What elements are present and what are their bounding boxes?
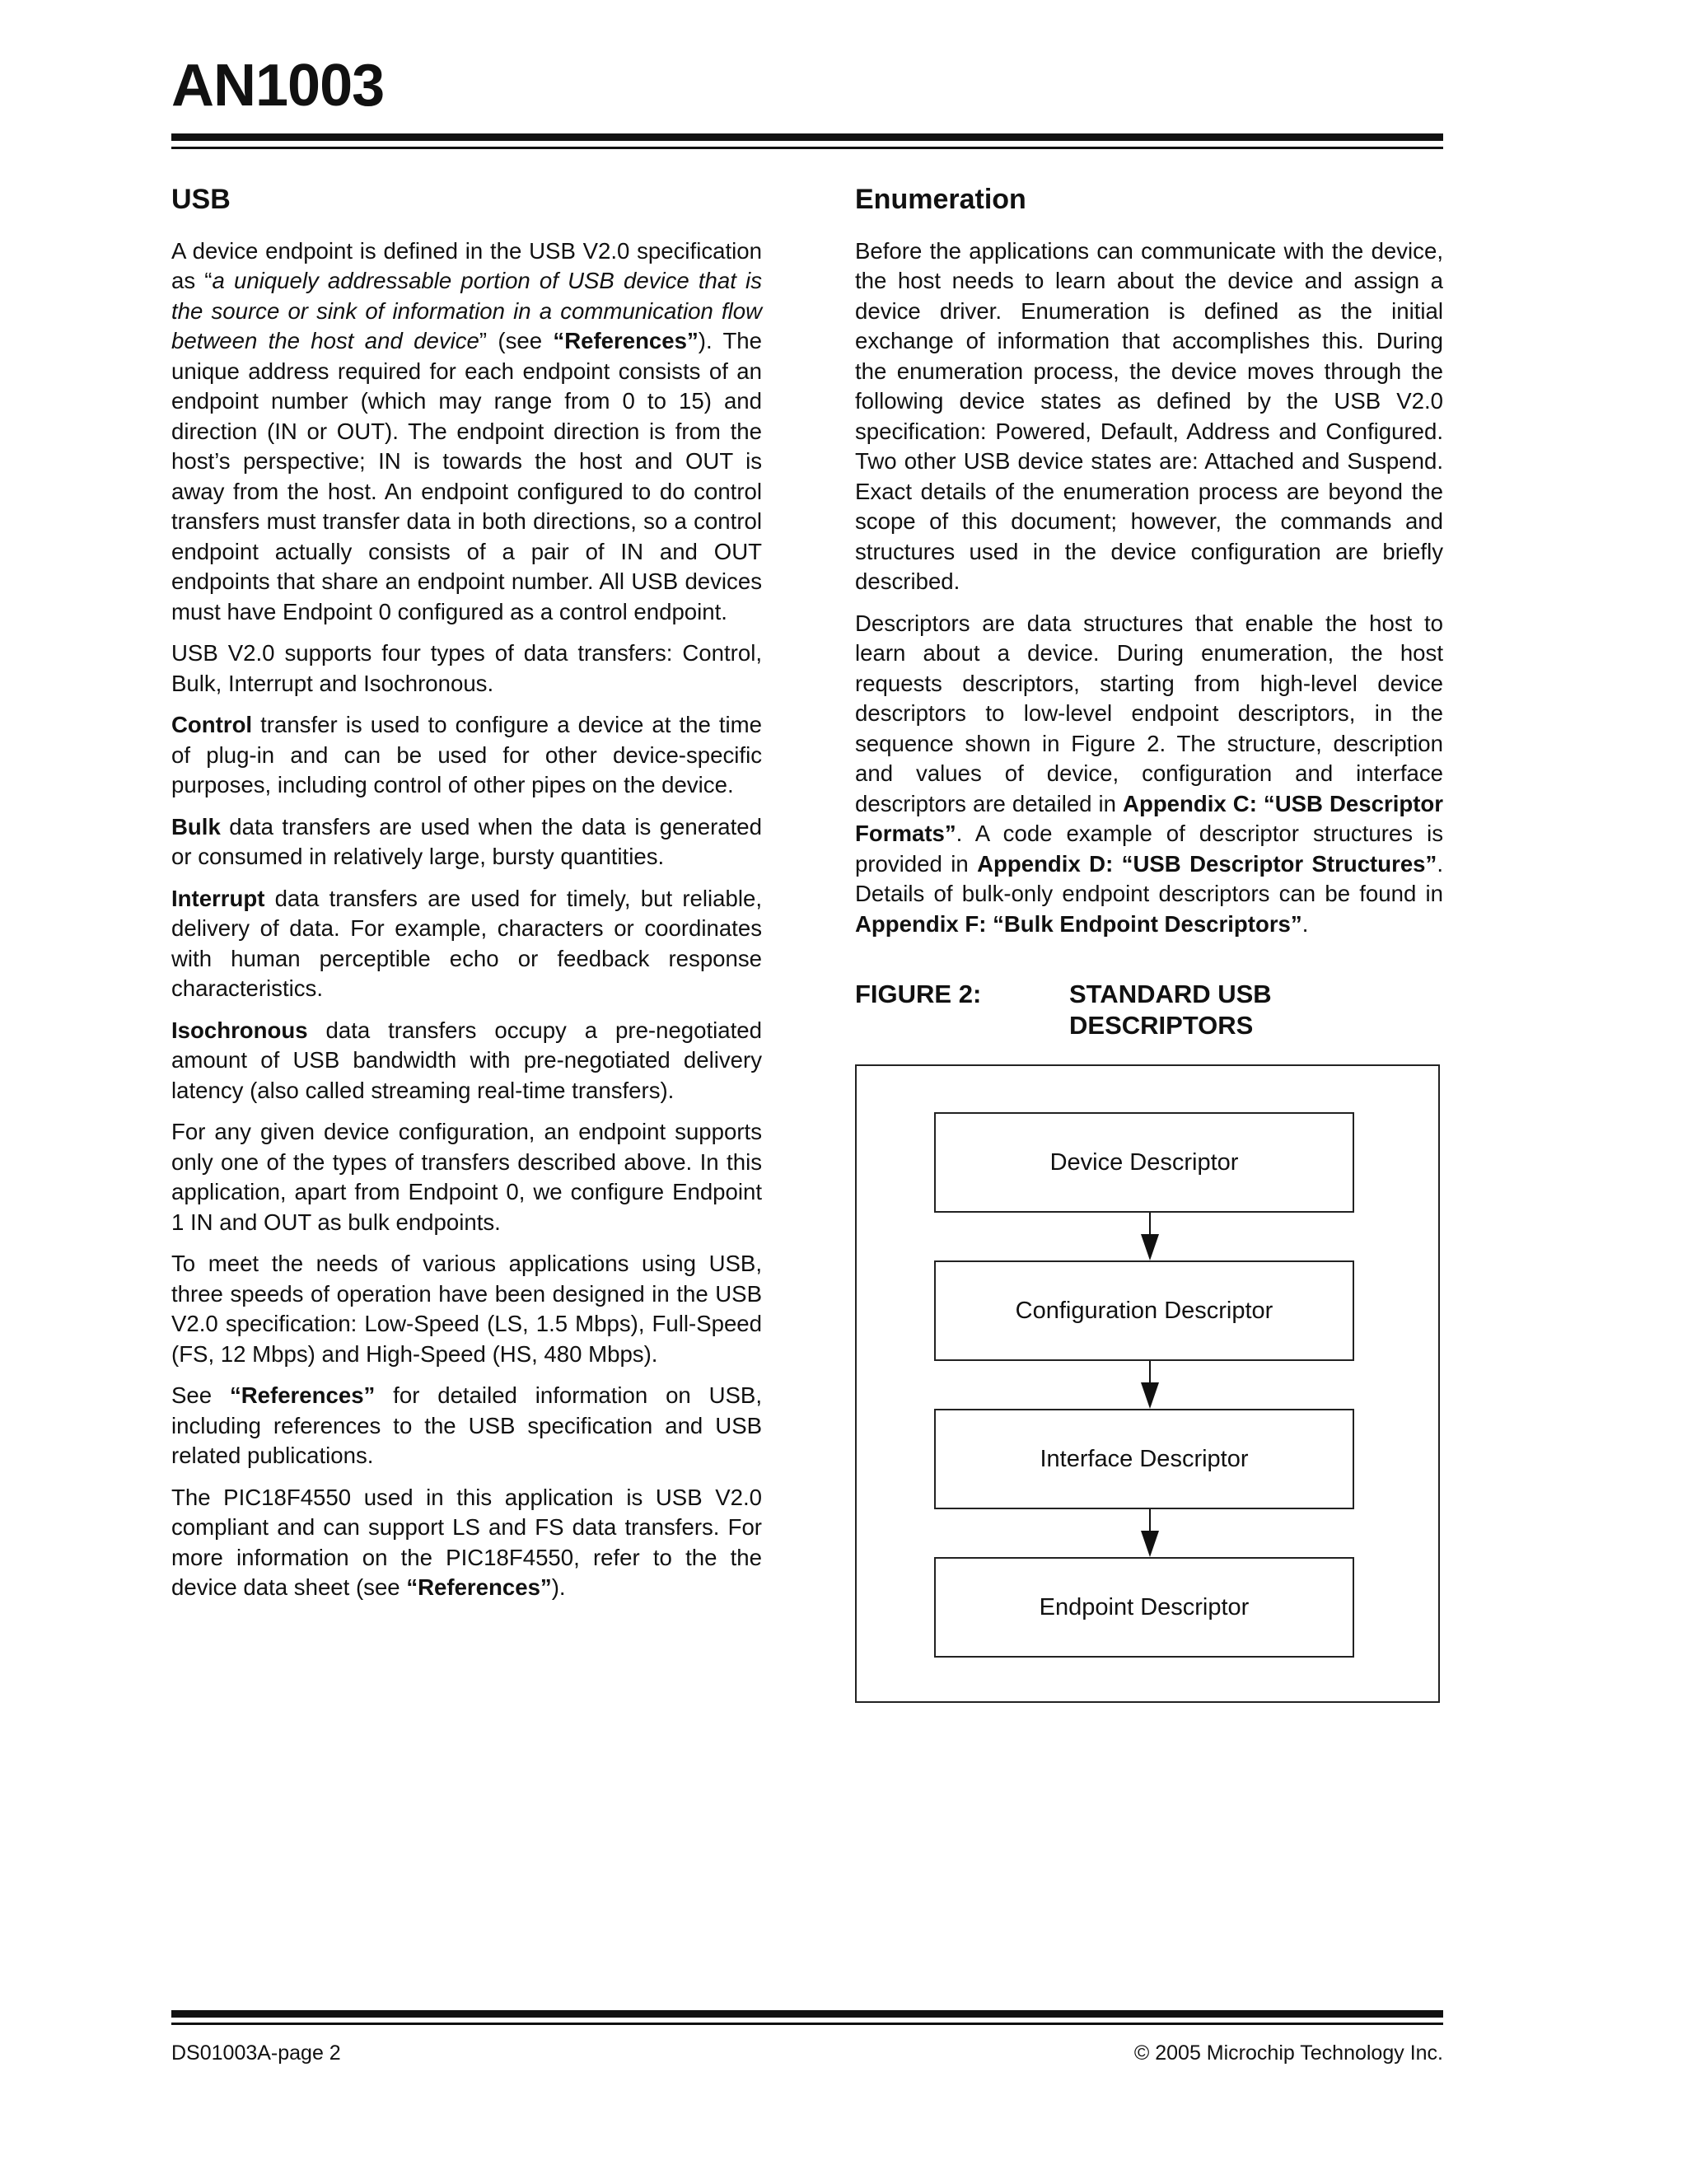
- paragraph-interrupt: Interrupt data transfers are used for timely, but reliable, delivery of data. For example, characters or coordinates with human perceptible echo or feedback response characteristics.: [171, 885, 762, 1002]
- enumeration-heading: Enumeration: [855, 184, 1026, 215]
- appendix-c-link[interactable]: Appendix C: “USB Descriptor Formats”: [855, 790, 1443, 847]
- references-link[interactable]: “References”: [229, 1382, 376, 1409]
- left-column: [171, 183, 762, 1615]
- appendix-d-link[interactable]: Appendix D: “USB Descriptor Structures”: [977, 850, 1437, 877]
- right-column: [855, 183, 1443, 1041]
- document-id: AN1003: [171, 53, 385, 119]
- paragraph-isochronous: Isochronous data transfers occupy a pre-negotiated amount of USB bandwidth with pre-negotiated delivery latency (also called streaming real-time transfers).: [171, 1017, 762, 1103]
- paragraph-transfer-types: USB V2.0 supports four types of data transfers: Control, Bulk, Interrupt and Isochronous.: [171, 640, 762, 696]
- figure-caption: [855, 979, 1443, 1041]
- arrow-down-icon: [1143, 1361, 1157, 1409]
- references-link[interactable]: “References”: [406, 1574, 552, 1601]
- paragraph-enumeration: Before the applications can communicate with the device, the host needs to learn about the device and assign a device driver. Enumeration is defined as the initial exchange of information that accomplishes this. During the enumeration process, the device moves through the following device states as defined by the USB V2.0 specification: Powered, Default, Address and Configured. Two other USB device states are: Attached and Suspend. Exact details of the enumeration process are beyond the scope of this document; however, the commands and structures used in the device configuration are briefly described.: [855, 237, 1443, 595]
- paragraph-descriptors: Descriptors are data structures that enable the host to learn about a device. During enumeration, the host requests descriptors, starting from high-level device descriptors to low-level endpoint descriptors, in the sequence shown in Figure 2. The structure, description and values of device, configuration and interface descriptors are detailed in Appendix C: “USB Descriptor Formats”. A code example of descriptor structures is provided in Appendix D: “USB Descriptor Structures”. Details of bulk-only endpoint descriptors can be found in Appendix F: “Bulk Endpoint Descriptors”.: [855, 610, 1443, 937]
- copyright: © 2005 Microchip Technology Inc.: [1133, 2041, 1443, 2065]
- device-descriptor-box: Device Descriptor: [934, 1112, 1354, 1213]
- arrow-down-icon: [1143, 1509, 1157, 1557]
- header-rule-thick: [171, 133, 1443, 141]
- arrow-down-icon: [1143, 1213, 1157, 1260]
- paragraph-speeds: To meet the needs of various applications using USB, three speeds of operation have been designed in the USB V2.0 specification: Low-Speed (LS, 1.5 Mbps), Full-Speed (FS, 12 Mbps) and High-Speed (HS, 480 Mbps).: [171, 1251, 762, 1367]
- header-rule-thin: [171, 147, 1443, 149]
- usb-heading: USB: [171, 184, 231, 215]
- paragraph-see-references: See “References” for detailed information on USB, including references to the USB specification and USB related publications.: [171, 1382, 763, 1469]
- paragraph-control: Control transfer is used to configure a device at the time of plug-in and can be used for other device-specific purposes, including control of other pipes on the device.: [171, 712, 762, 798]
- configuration-descriptor-box: Configuration Descriptor: [934, 1260, 1354, 1361]
- figure-diagram: [855, 1064, 1440, 1703]
- references-link[interactable]: “References”: [553, 328, 699, 354]
- interface-descriptor-box: Interface Descriptor: [934, 1409, 1354, 1509]
- endpoint-descriptor-box: Endpoint Descriptor: [934, 1557, 1354, 1658]
- footer-rule-thick: [171, 2010, 1443, 2018]
- footer-rule-thin: [171, 2023, 1443, 2025]
- figure-title: STANDARD USB DESCRIPTORS: [1069, 980, 1272, 1041]
- paragraph-endpoint-config: For any given device configuration, an endpoint supports only one of the types of transfers described above. In this application, apart from Endpoint 0, we configure Endpoint 1 IN and OUT as bulk endpoints.: [171, 1119, 762, 1235]
- paragraph-endpoint-definition: A device endpoint is defined in the USB V2.0 specification as “a uniquely addressable portion of USB device that is the source or sink of information in a communication flow between the host and device” (see “References”). The unique address required for each endpoint consists of an endpoint number (which may range from 0 to 15) and direction (IN or OUT). The endpoint direction is from the host’s perspective; IN is towards the host and OUT is away from the host. An endpoint configured to do control transfers must transfer data in both directions, so a control endpoint actually consists of a pair of IN and OUT endpoints that share an endpoint number. All USB devices must have Endpoint 0 configured as a control endpoint.: [171, 237, 762, 624]
- page-number: DS01003A-page 2: [171, 2041, 341, 2065]
- paragraph-pic18f4550: The PIC18F4550 used in this application is USB V2.0 compliant and can support LS and FS data transfers. For more information on the PIC18F4550, refer to the the device data sheet (see “References”).: [171, 1484, 762, 1601]
- paragraph-bulk: Bulk data transfers are used when the data is generated or consumed in relatively large, bursty quantities.: [171, 813, 762, 870]
- figure-number: FIGURE 2:: [855, 980, 982, 1009]
- appendix-f-link[interactable]: Appendix F: “Bulk Endpoint Descriptors”: [855, 910, 1302, 937]
